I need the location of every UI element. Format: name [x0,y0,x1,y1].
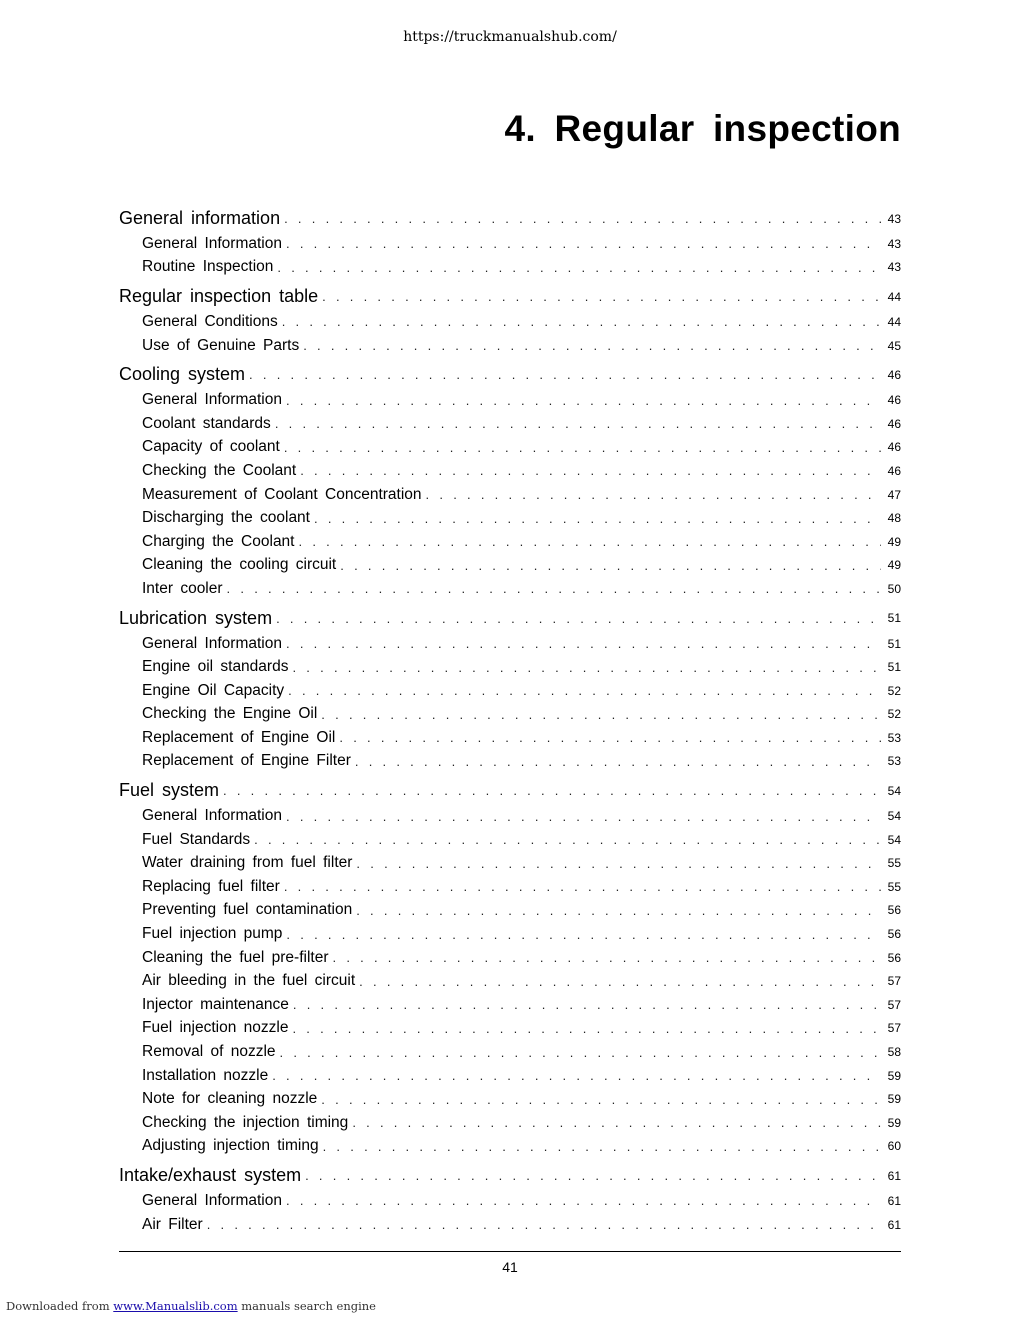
toc-entry-label: Note for cleaning nozzle [142,1090,318,1108]
toc-entry-label: Charging the Coolant [142,532,295,550]
toc-entry-label: Water draining from fuel filter [142,854,353,872]
toc-section-heading[interactable] [119,361,901,388]
toc-leader-dots [286,393,881,408]
download-suffix: manuals search engine [241,1299,376,1313]
toc-entry-page: 51 [887,611,901,626]
toc-leader-dots [284,211,881,226]
toc-leader-dots [292,1021,881,1036]
toc-section [119,777,901,1158]
toc-entry-label: Fuel injection nozzle [142,1019,289,1037]
toc-subentry[interactable] [119,1213,901,1237]
toc-leader-dots [227,581,881,596]
toc-entry-label: General Information [142,1191,282,1209]
toc-entry-label: Checking the Coolant [142,461,297,479]
toc-entry-label: Intake/exhaust system [119,1165,302,1186]
toc-entry-label: General Information [142,634,282,652]
toc-entry-page: 56 [887,903,901,918]
toc-entry-label: Routine Inspection [142,258,274,276]
footer-rule [119,1251,901,1252]
toc-entry-label: Replacing fuel filter [142,877,280,895]
toc-entry-label: Lubrication system [119,607,273,628]
header-url: https://truckmanualshub.com/ [403,29,617,45]
toc-entry-label: Checking the injection timing [142,1113,349,1131]
toc-entry-page: 43 [887,236,901,251]
toc-leader-dots [321,1092,881,1107]
toc-entry-label: Inter cooler [142,579,223,597]
toc-entry-page: 58 [887,1045,901,1060]
toc-entry-label: General Information [142,391,282,409]
toc-subentry[interactable] [119,334,901,358]
toc-entry-page: 55 [887,856,901,871]
toc-entry-label: Cleaning the fuel pre-filter [142,948,329,966]
toc-entry-page: 52 [887,683,901,698]
toc-subentry[interactable] [119,851,901,875]
toc-entry-page: 47 [887,487,901,502]
toc-leader-dots [322,289,881,304]
toc-entry-label: Replacement of Engine Oil [142,728,336,746]
toc-leader-dots [352,1115,881,1130]
toc-entry-page: 59 [887,1092,901,1107]
toc-entry-label: Checking the Engine Oil [142,705,318,723]
toc-subentry[interactable] [119,310,901,334]
toc-leader-dots [223,783,881,798]
toc-entry-page: 51 [887,660,901,675]
toc-entry-page: 43 [887,260,901,275]
toc-entry-page: 46 [887,416,901,431]
toc-entry-page: 44 [887,289,901,304]
toc-entry-label: Fuel Standards [142,830,251,848]
toc-section [119,205,901,279]
toc-entry-page: 46 [887,367,901,382]
toc-subentry[interactable] [119,1064,901,1088]
table-of-contents [119,205,901,1240]
toc-entry-label: Replacement of Engine Filter [142,752,351,770]
toc-leader-dots [280,1045,881,1060]
toc-entry-label: Discharging the coolant [142,509,310,527]
toc-section [119,1162,901,1236]
toc-subentry[interactable] [119,969,901,993]
toc-subentry[interactable] [119,1087,901,1111]
toc-subentry[interactable] [119,436,901,460]
toc-entry-page: 56 [887,950,901,965]
toc-entry-page: 59 [887,1115,901,1130]
toc-entry-label: Injector maintenance [142,995,289,1013]
toc-subentry[interactable] [119,1040,901,1064]
toc-subentry[interactable] [119,1111,901,1135]
toc-subentry[interactable] [119,679,901,703]
toc-subentry[interactable] [119,530,901,554]
toc-leader-dots [300,463,881,478]
toc-entry-page: 44 [887,314,901,329]
toc-leader-dots [323,1139,881,1154]
toc-section-heading[interactable] [119,777,901,804]
toc-entry-page: 53 [887,754,901,769]
toc-entry-page: 43 [887,211,901,226]
toc-leader-dots [314,511,881,526]
toc-subentry[interactable] [119,828,901,852]
toc-leader-dots [340,558,881,573]
toc-entry-label: Cooling system [119,364,246,385]
toc-leader-dots [286,927,881,942]
manualslib-link[interactable]: www.Manualslib.com [113,1299,238,1313]
toc-entry-label: Coolant standards [142,414,271,432]
toc-subentry[interactable] [119,232,901,256]
toc-entry-page: 49 [887,558,901,573]
toc-entry-page: 46 [887,393,901,408]
chapter-title: 4. Regular inspection [504,108,901,149]
toc-leader-dots [303,338,881,353]
toc-entry-page: 55 [887,879,901,894]
toc-subentry[interactable] [119,946,901,970]
toc-leader-dots [292,660,881,675]
toc-leader-dots [321,707,881,722]
toc-entry-label: Use of Genuine Parts [142,336,300,354]
toc-leader-dots [207,1217,881,1232]
toc-entry-page: 56 [887,927,901,942]
download-prefix: Downloaded from [6,1299,110,1313]
toc-entry-page: 59 [887,1068,901,1083]
toc-leader-dots [356,903,881,918]
toc-leader-dots [286,809,881,824]
toc-entry-label: Cleaning the cooling circuit [142,556,337,574]
toc-entry-label: Air bleeding in the fuel circuit [142,972,356,990]
toc-entry-label: Engine Oil Capacity [142,681,285,699]
toc-subentry[interactable] [119,459,901,483]
toc-leader-dots [355,754,881,769]
toc-entry-page: 54 [887,809,901,824]
toc-leader-dots [254,832,881,847]
toc-entry-page: 57 [887,974,901,989]
toc-leader-dots [356,856,881,871]
toc-entry-label: General Information [142,234,282,252]
toc-entry-page: 61 [887,1168,901,1183]
toc-subentry[interactable] [119,655,901,679]
toc-subentry[interactable] [119,1135,901,1159]
toc-leader-dots [299,534,882,549]
toc-subentry[interactable] [119,1017,901,1041]
toc-entry-page: 54 [887,832,901,847]
page-number: 41 [502,1259,518,1275]
toc-entry-page: 50 [887,581,901,596]
toc-entry-page: 60 [887,1139,901,1154]
toc-entry-label: Installation nozzle [142,1066,269,1084]
toc-leader-dots [305,1168,881,1183]
toc-entry-page: 57 [887,997,901,1012]
toc-subentry[interactable] [119,577,901,601]
toc-subentry[interactable] [119,899,901,923]
toc-subentry[interactable] [119,506,901,530]
toc-leader-dots [276,611,881,626]
toc-entry-label: General Conditions [142,312,278,330]
toc-entry-label: General Information [142,807,282,825]
toc-leader-dots [339,730,881,745]
toc-subentry[interactable] [119,875,901,899]
toc-subentry[interactable] [119,922,901,946]
toc-subentry[interactable] [119,993,901,1017]
toc-subentry[interactable] [119,388,901,412]
toc-entry-page: 61 [887,1193,901,1208]
toc-section-heading[interactable] [119,1162,901,1189]
toc-entry-label: Regular inspection table [119,286,319,307]
toc-entry-label: Removal of nozzle [142,1043,276,1061]
toc-entry-label: Fuel system [119,780,220,801]
toc-subentry[interactable] [119,750,901,774]
toc-entry-label: Fuel injection pump [142,925,283,943]
toc-subentry[interactable] [119,483,901,507]
toc-leader-dots [293,997,881,1012]
toc-leader-dots [333,950,882,965]
toc-subentry[interactable] [119,256,901,280]
toc-entry-label: General information [119,208,281,228]
toc-section [119,283,901,357]
toc-leader-dots [272,1068,881,1083]
toc-section-heading[interactable] [119,205,901,232]
toc-leader-dots [286,636,881,651]
download-note [6,1299,376,1313]
toc-section [119,361,901,600]
toc-leader-dots [359,974,881,989]
toc-entry-label: Capacity of coolant [142,438,280,456]
toc-leader-dots [282,314,881,329]
toc-entry-page: 53 [887,730,901,745]
toc-entry-page: 48 [887,511,901,526]
toc-entry-label: Adjusting injection timing [142,1137,319,1155]
toc-section-heading[interactable] [119,283,901,310]
toc-leader-dots [275,416,881,431]
toc-subentry[interactable] [119,412,901,436]
toc-leader-dots [249,367,881,382]
toc-entry-page: 57 [887,1021,901,1036]
toc-leader-dots [426,487,881,502]
toc-leader-dots [284,440,881,455]
toc-entry-label: Engine oil standards [142,658,289,676]
toc-section-heading[interactable] [119,605,901,632]
toc-leader-dots [286,236,881,251]
toc-leader-dots [288,683,881,698]
toc-entry-page: 49 [887,534,901,549]
toc-subentry[interactable] [119,1189,901,1213]
toc-subentry[interactable] [119,804,901,828]
toc-subentry[interactable] [119,632,901,656]
toc-section [119,605,901,774]
toc-entry-page: 46 [887,440,901,455]
toc-entry-page: 45 [887,338,901,353]
toc-leader-dots [277,260,881,275]
toc-entry-page: 51 [887,636,901,651]
toc-entry-page: 52 [887,707,901,722]
toc-subentry[interactable] [119,703,901,727]
toc-entry-page: 61 [887,1217,901,1232]
toc-entry-label: Preventing fuel contamination [142,901,353,919]
toc-entry-label: Measurement of Coolant Concentration [142,485,422,503]
toc-leader-dots [284,879,881,894]
toc-entry-page: 54 [887,783,901,798]
toc-entry-label: Air Filter [142,1215,203,1233]
toc-subentry[interactable] [119,726,901,750]
toc-leader-dots [286,1193,881,1208]
toc-subentry[interactable] [119,554,901,578]
toc-entry-page: 46 [887,463,901,478]
